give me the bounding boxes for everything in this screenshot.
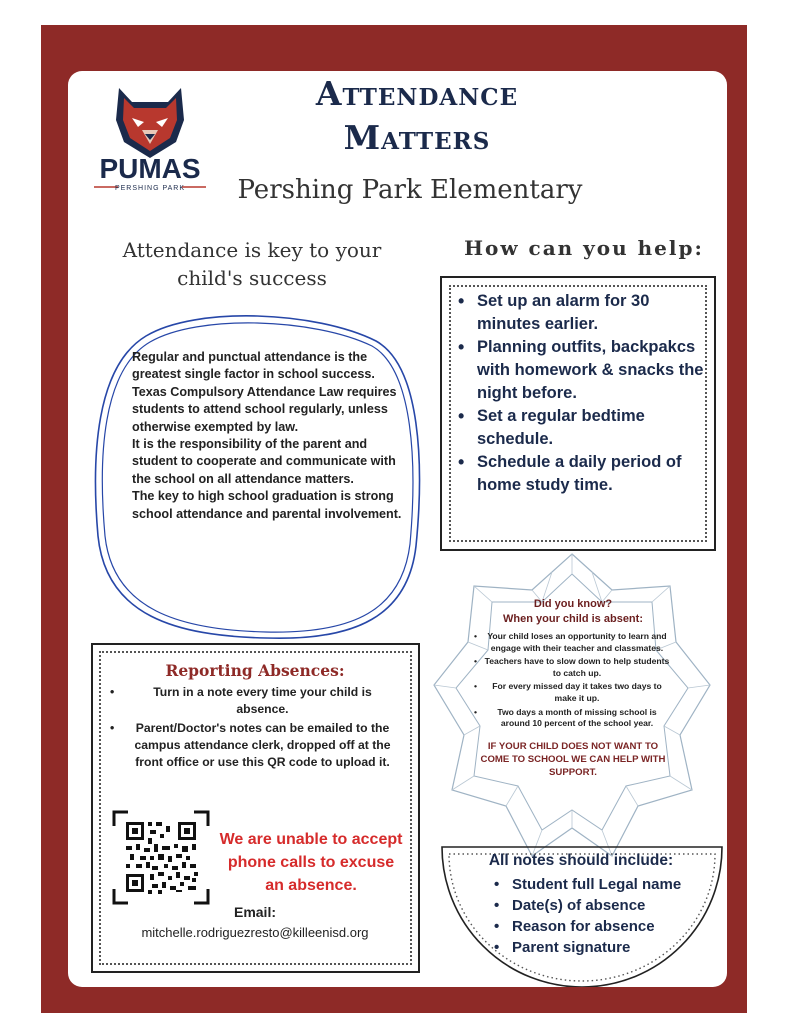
notes-list bbox=[494, 874, 714, 958]
intro-paragraph: Texas Compulsory Attendance Law requires students to attend school regularly, unless otherwise exempted by law. bbox=[132, 384, 397, 434]
did-you-know-item: • Teachers have to slow down to help students to catch up. bbox=[474, 656, 672, 679]
school-name: Pershing Park Elementary bbox=[237, 175, 583, 205]
svg-text:PERSHING PARK: PERSHING PARK bbox=[114, 185, 186, 192]
help-item: • Planning outfits, backpakcs with homework & snacks the night before. bbox=[456, 336, 708, 405]
did-you-know bbox=[474, 597, 672, 779]
intro-text bbox=[132, 349, 404, 523]
help-heading: How can you help: bbox=[464, 236, 704, 260]
attendance-email[interactable]: mitchelle.rodriguezresto@killeenisd.org bbox=[141, 925, 369, 940]
intro-headline: Attendance is key to your child's success bbox=[122, 238, 382, 290]
help-item: • Set a regular bedtime schedule. bbox=[456, 405, 708, 451]
did-you-know-title: Did you know? bbox=[533, 598, 613, 610]
reporting-list bbox=[110, 684, 395, 773]
puma-head-icon bbox=[116, 88, 184, 158]
qr-code[interactable] bbox=[112, 810, 210, 905]
did-you-know-item: • Your child loses an opportunity to learn and engage with their teacher and classmates. bbox=[474, 631, 672, 654]
did-you-know-item: • Two days a month of missing school is around 10 percent of the school year. bbox=[474, 707, 672, 730]
no-phone-calls-notice: We are unable to accept phone calls to excuse an absence. bbox=[219, 831, 403, 894]
page-title: Attendance Matters bbox=[315, 74, 519, 157]
notes-item: • Parent signature bbox=[494, 937, 714, 958]
intro-paragraph: Regular and punctual attendance is the greatest single factor in school success. bbox=[132, 350, 375, 382]
did-you-know-list bbox=[474, 631, 672, 730]
reporting-item: • Parent/Doctor's notes can be emailed to the campus attendance clerk, dropped off at the front office or use this QR code to upload it. bbox=[110, 720, 395, 771]
intro-paragraph: The key to high school graduation is strong school attendance and parental involvement. bbox=[132, 489, 402, 521]
notes-item: • Reason for absence bbox=[494, 916, 714, 937]
notes-item: • Date(s) of absence bbox=[494, 895, 714, 916]
email-label: Email: bbox=[233, 904, 276, 920]
help-list bbox=[456, 290, 708, 497]
pumas-logo bbox=[84, 80, 216, 195]
notes-item: • Student full Legal name bbox=[494, 874, 714, 895]
svg-text:PUMAS: PUMAS bbox=[99, 153, 201, 184]
reporting-item: • Turn in a note every time your child is absence. bbox=[110, 684, 395, 718]
support-warning: IF YOUR CHILD DOES NOT WANT TO COME TO SCHOOL WE CAN HELP WITH SUPPORT. bbox=[480, 740, 666, 778]
help-item: • Schedule a daily period of home study time. bbox=[456, 451, 708, 497]
did-you-know-subtitle: When your child is absent: bbox=[503, 613, 643, 625]
help-item: • Set up an alarm for 30 minutes earlier. bbox=[456, 290, 708, 336]
notes-title: All notes should include: bbox=[488, 852, 674, 869]
did-you-know-item: • For every missed day it takes two days to make it up. bbox=[474, 681, 672, 704]
intro-paragraph: It is the responsibility of the parent and student to cooperate and communicate with the school on all attendance matters. bbox=[132, 437, 396, 486]
reporting-heading: Reporting Absences: bbox=[165, 661, 345, 680]
